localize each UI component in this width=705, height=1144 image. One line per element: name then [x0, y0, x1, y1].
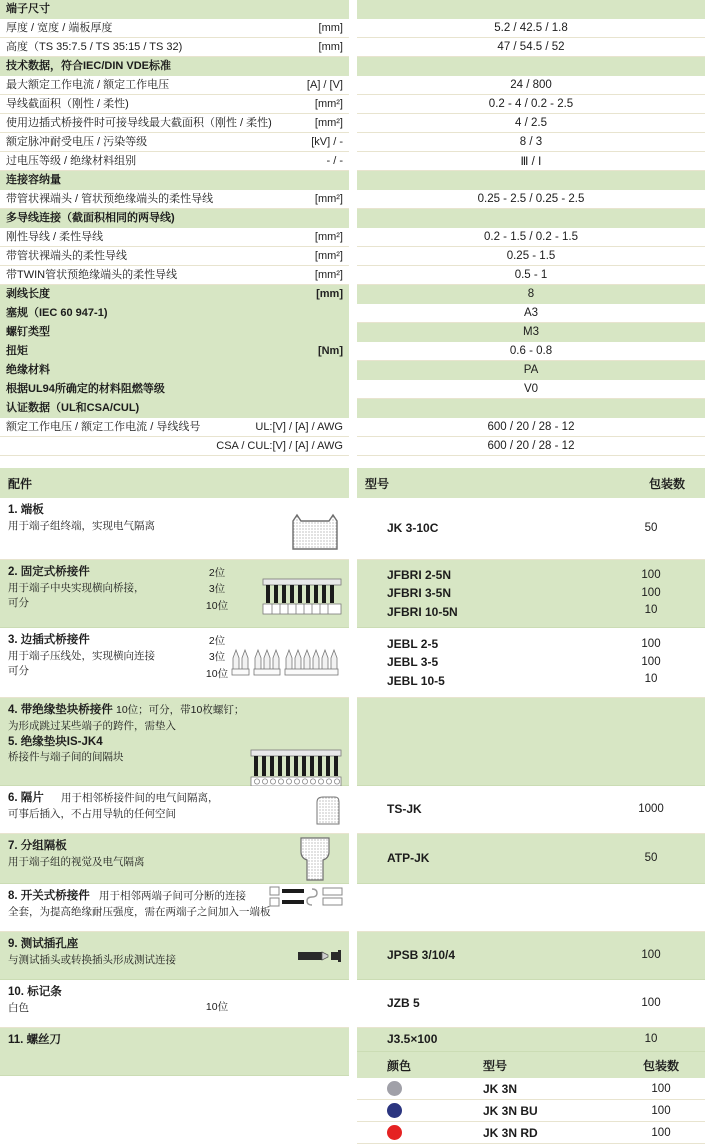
spec-row: [0, 437, 349, 456]
value-row: Ⅲ / Ⅰ: [357, 152, 705, 171]
accessory-item-11[interactable]: [0, 1028, 349, 1076]
section-header-certification: [0, 399, 349, 418]
section-header-connection-capacity: [0, 171, 349, 190]
color-table-row[interactable]: [357, 1078, 705, 1100]
accessory-title: 10. 标记条: [8, 986, 62, 998]
spec-unit: [mm²]: [314, 268, 343, 281]
section-gap: [357, 456, 705, 468]
spec-unit: - / -: [326, 154, 343, 167]
spec-label: 带管状裸端头的柔性导线: [6, 249, 127, 262]
accessory-item-4-5[interactable]: [0, 698, 349, 786]
spec-unit: [mm]: [316, 287, 343, 300]
spec-unit: [mm]: [318, 21, 343, 34]
product-row-empty: [357, 698, 705, 786]
product-model-list: JFBRI 2-5N JFBRI 3-5N JFBRI 10-5N: [387, 567, 458, 619]
product-row[interactable]: [357, 560, 705, 628]
product-pack-list: 100: [641, 996, 661, 1009]
spec-label: 过电压等级 / 绝缘材料组别: [6, 154, 137, 167]
value-row: 0.2 - 1.5 / 0.2 - 1.5: [357, 228, 705, 247]
accessory-description-5: 桥接件与端子间的间隔块: [8, 751, 124, 764]
accessory-description: 为形成跳过某些端子的跨件，需垫入: [8, 719, 176, 732]
product-row[interactable]: [357, 498, 705, 560]
product-pack-list: 100: [641, 948, 661, 961]
color-column-header: 颜色: [387, 1058, 412, 1073]
accessory-item-7[interactable]: [0, 834, 349, 884]
spec-row: [0, 19, 349, 38]
product-row[interactable]: [357, 786, 705, 834]
accessory-title: 11. 螺丝刀: [8, 1034, 62, 1046]
accessory-item-2[interactable]: [0, 560, 349, 628]
product-model-list: TS-JK: [387, 802, 422, 817]
color-swatch-gray-icon: [387, 1081, 402, 1096]
spec-label: 厚度 / 宽度 / 端板厚度: [6, 21, 113, 34]
accessory-title-5: 5. 绝缘垫块IS-JK4: [8, 735, 103, 748]
value-spacer: [357, 209, 705, 228]
accessory-title: 2. 固定式桥接件: [8, 566, 90, 578]
accessory-title: 3. 边插式桥接件: [8, 634, 90, 646]
value-row: 5.2 / 42.5 / 1.8: [357, 19, 705, 38]
spec-row: [0, 418, 349, 437]
spec-unit: [Nm]: [317, 344, 343, 357]
product-model-list: JK 3-10C: [387, 521, 439, 536]
products-header: [357, 468, 705, 498]
accessory-title: 9. 测试插孔座: [8, 938, 79, 950]
test-socket-icon: [297, 948, 343, 964]
section-header-label: 多导线连接（截面积相同的两导线): [6, 211, 175, 224]
spec-unit: [mm²]: [314, 97, 343, 110]
value-row: PA: [357, 361, 705, 380]
product-row[interactable]: [357, 834, 705, 884]
color-pack: 100: [651, 1126, 671, 1139]
product-row[interactable]: [357, 1028, 705, 1052]
section-header-insulation-material: [0, 361, 349, 380]
section-header-screw-type: [0, 323, 349, 342]
section-gap: [0, 456, 349, 468]
accessory-item-6[interactable]: [0, 786, 349, 834]
accessories-header: [0, 468, 349, 498]
spec-label: 带管状裸端头 / 管状预绝缘端头的柔性导线: [6, 192, 214, 205]
accessory-positions: 2位 3位 10位: [205, 635, 229, 680]
end-plate-icon: [287, 507, 343, 551]
accessory-description: 与测试插头或转换插头形成测试连接: [8, 953, 176, 966]
product-model-list: JEBL 2-5 JEBL 3-5 JEBL 10-5: [387, 636, 445, 688]
value-row: 0.2 - 4 / 0.2 - 2.5: [357, 95, 705, 114]
accessory-positions: 2位 3位 10位: [205, 567, 229, 612]
accessory-title-note: 10位；可分，带10枚螺钉；: [116, 704, 245, 716]
spec-row: [0, 114, 349, 133]
accessory-item-3[interactable]: [0, 628, 349, 698]
product-row[interactable]: [357, 932, 705, 980]
section-header-technical-data: [0, 57, 349, 76]
spec-label: 额定脉冲耐受电压 / 污染等级: [6, 135, 148, 148]
color-swatch-cell: [387, 1103, 483, 1118]
accessory-title: 1. 端板: [8, 504, 44, 516]
value-spacer: [357, 171, 705, 190]
spec-label: 高度（TS 35:7.5 / TS 35:15 / TS 32): [6, 40, 183, 53]
color-model: JK 3N RD: [483, 1125, 538, 1140]
product-pack-list: 10: [644, 1032, 658, 1045]
accessory-item-8[interactable]: [0, 884, 349, 932]
separator-icon: [313, 794, 343, 826]
product-model-list: ATP-JK: [387, 851, 430, 866]
section-header-gauge: [0, 304, 349, 323]
color-pack: 100: [651, 1104, 671, 1117]
spec-unit: CSA / CUL:[V] / [A] / AWG: [216, 439, 343, 452]
product-model-list: J3.5×100: [387, 1032, 438, 1047]
spec-row: [0, 247, 349, 266]
section-header-multi-conductor: [0, 209, 349, 228]
accessory-title: 7. 分组隔板: [8, 840, 67, 852]
section-header-label: 端子尺寸: [6, 2, 50, 15]
spec-unit: [kV] / -: [311, 135, 343, 148]
insulated-bridge-icon: [249, 748, 343, 788]
spec-unit: [mm²]: [314, 249, 343, 262]
value-row: 4 / 2.5: [357, 114, 705, 133]
color-table-row[interactable]: [357, 1100, 705, 1122]
value-row: 8 / 3: [357, 133, 705, 152]
spec-label: 使用边插式桥接件时可接导线最大截面积（刚性 / 柔性): [6, 116, 272, 129]
spec-unit: [mm²]: [314, 192, 343, 205]
products-header-model: 型号: [365, 476, 390, 491]
product-model-list: JPSB 3/10/4: [387, 948, 456, 963]
section-header-dimensions: [0, 0, 349, 19]
value-spacer: [357, 57, 705, 76]
group-partition-icon: [287, 836, 343, 882]
value-row: 0.25 - 1.5: [357, 247, 705, 266]
spec-row: [0, 228, 349, 247]
accessory-title-note: 用于相邻桥接件间的电气间隔离，: [61, 792, 219, 804]
product-pack-list: 50: [644, 521, 658, 534]
value-row: 0.25 - 2.5 / 0.25 - 2.5: [357, 190, 705, 209]
accessory-description: 用于端子压线处，实现横向连接: [8, 649, 155, 662]
spec-unit: [A] / [V]: [306, 78, 343, 91]
accessory-description: 可事后插入，不占用导轨的任何空间: [8, 807, 176, 820]
color-swatch-cell: [387, 1125, 483, 1140]
value-row: 0.6 - 0.8: [357, 342, 705, 361]
accessory-description: 白色: [8, 1001, 29, 1014]
color-model: JK 3N BU: [483, 1103, 538, 1118]
value-row: M3: [357, 323, 705, 342]
section-header-label: 绝缘材料: [6, 363, 50, 376]
spec-row: [0, 190, 349, 209]
color-swatch-cell: [387, 1081, 483, 1096]
product-model-list: JZB 5: [387, 996, 420, 1011]
section-header-label: 连接容纳量: [6, 173, 61, 186]
value-row: V0: [357, 380, 705, 399]
accessory-item-9[interactable]: [0, 932, 349, 980]
color-pack: 100: [651, 1082, 671, 1095]
section-header-label: 塞规（IEC 60 947-1): [6, 306, 108, 319]
section-header-label: 根据UL94所确定的材料阻燃等级: [6, 382, 165, 395]
value-row: 0.5 - 1: [357, 266, 705, 285]
value-row: 600 / 20 / 28 - 12: [357, 437, 705, 456]
spec-label: 导线截面积（刚性 / 柔性): [6, 97, 129, 110]
color-table-header: [357, 1052, 705, 1078]
value-row: A3: [357, 304, 705, 323]
color-swatch-red-icon: [387, 1125, 402, 1140]
spec-row: [0, 76, 349, 95]
color-table-row[interactable]: [357, 1122, 705, 1144]
section-header-strip-length: [0, 285, 349, 304]
value-spacer: [357, 399, 705, 418]
accessory-title-note: 用于相邻两端子间可分断的连接: [99, 890, 246, 902]
side-bridge-icon: [231, 648, 343, 678]
accessory-title: 4. 带绝缘垫块桥接件 10位；可分，带10枚螺钉；: [8, 704, 245, 716]
accessory-item-1[interactable]: [0, 498, 349, 560]
products-header-pack: 包装数: [648, 476, 685, 491]
section-header-label: 技术数据，符合IEC/DIN VDE标准: [6, 59, 172, 72]
spec-label: 额定工作电压 / 额定工作电流 / 导线线号: [6, 420, 201, 433]
right-column: [357, 0, 705, 1140]
accessory-description: 用于端子组终端，实现电气隔离: [8, 519, 155, 532]
accessory-description: 用于端子中央实现横向桥接，: [8, 581, 145, 594]
model-column-header: 型号: [483, 1058, 508, 1073]
product-pack-list: 100 100 10: [641, 637, 661, 686]
switch-bridge-icon: [269, 885, 343, 909]
section-header-label: 认证数据（UL和CSA/CUL): [6, 401, 140, 414]
fixed-bridge-icon: [261, 571, 343, 617]
accessory-title: 8. 开关式桥接件 用于相邻两端子间可分断的连接: [8, 890, 246, 902]
value-row: 8: [357, 285, 705, 304]
accessory-description-2: 可分: [8, 596, 29, 609]
spec-unit: [mm²]: [314, 116, 343, 129]
product-pack-list: 1000: [638, 802, 664, 815]
value-row: 24 / 800: [357, 76, 705, 95]
spec-unit: UL:[V] / [A] / AWG: [255, 420, 343, 433]
accessories-header-label: 配件: [8, 476, 33, 491]
value-spacer: [357, 0, 705, 19]
spec-row: [0, 133, 349, 152]
product-row-empty: [357, 884, 705, 932]
accessory-title: 6. 隔片 用于相邻桥接件间的电气间隔离，: [8, 792, 219, 804]
value-row: 600 / 20 / 28 - 12: [357, 418, 705, 437]
left-column: [0, 0, 349, 1094]
spec-row: [0, 38, 349, 57]
spec-label: 带TWIN管状预绝缘端头的柔性导线: [6, 268, 178, 281]
section-header-label: 剥线长度: [6, 287, 50, 300]
accessory-description: 用于端子组的视觉及电气隔离: [8, 855, 145, 868]
product-row[interactable]: [357, 628, 705, 698]
accessory-description-2: 可分: [8, 664, 29, 677]
spec-label: 最大额定工作电流 / 额定工作电压: [6, 78, 170, 91]
spec-row: [0, 266, 349, 285]
color-model: JK 3N: [483, 1081, 518, 1096]
section-header-label: 螺钉类型: [6, 325, 50, 338]
spec-row: [0, 95, 349, 114]
spec-unit: [mm]: [318, 40, 343, 53]
product-pack-list: 100 100 10: [641, 568, 661, 617]
product-pack-list: 50: [644, 851, 658, 864]
accessory-positions: 10位: [205, 1001, 229, 1013]
section-header-torque: [0, 342, 349, 361]
section-header-label: 扭矩: [6, 344, 28, 357]
section-header-ul94: [0, 380, 349, 399]
accessory-item-10[interactable]: [0, 980, 349, 1028]
product-row[interactable]: [357, 980, 705, 1028]
value-row: 47 / 54.5 / 52: [357, 38, 705, 57]
pack-column-header: 包装数: [642, 1058, 679, 1073]
color-swatch-blue-icon: [387, 1103, 402, 1118]
spec-unit: [mm²]: [314, 230, 343, 243]
spec-label: 刚性导线 / 柔性导线: [6, 230, 104, 243]
spec-row: [0, 152, 349, 171]
accessory-description: 全套，为提高绝缘耐压强度，需在两端子之间加入一端板: [8, 905, 271, 918]
